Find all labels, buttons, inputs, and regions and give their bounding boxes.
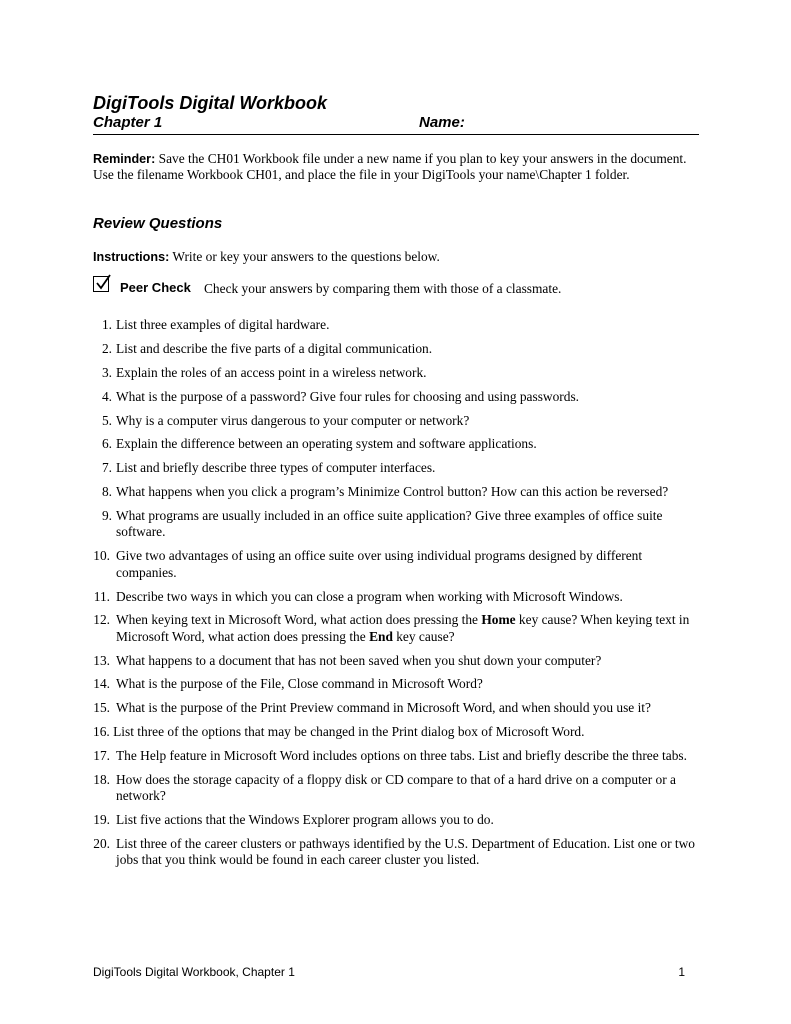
question-item xyxy=(93,460,703,476)
question-item xyxy=(93,548,703,581)
question-number: 1. xyxy=(101,317,112,332)
question-text-part: key cause? xyxy=(392,628,455,644)
question-text: List three of the career clusters or pathways identified by the U.S. Department of Education. List one or two jobs that you think would be found in each career cluster you listed. xyxy=(116,836,695,868)
checkbox-checked-icon xyxy=(93,276,109,292)
question-item xyxy=(93,484,703,500)
question-number: 8. xyxy=(101,484,112,500)
question-item xyxy=(93,341,703,357)
question-text-part: When keying text in Microsoft Word, what action does pressing the xyxy=(116,612,482,628)
question-number: 5. xyxy=(101,412,112,428)
question-text: List and describe the five parts of a digital communication. xyxy=(116,340,433,356)
question-item xyxy=(93,748,703,764)
instructions-paragraph xyxy=(93,249,440,265)
question-item xyxy=(93,436,703,452)
question-number: 10. xyxy=(93,548,110,564)
reminder-paragraph xyxy=(93,151,693,184)
question-text: What happens when you click a program’s Minimize Control button? How can this action be reversed? xyxy=(116,484,669,500)
question-number: 9. xyxy=(101,508,112,524)
question-text: Why is a computer virus dangerous to your computer or network? xyxy=(116,412,470,428)
question-number: 11. xyxy=(93,588,110,604)
question-item xyxy=(93,653,703,669)
question-text: What is the purpose of a password? Give four rules for choosing and using passwords. xyxy=(116,388,579,404)
question-text: What happens to a document that has not been saved when you shut down your computer? xyxy=(116,652,602,668)
question-text: List and briefly describe three types of computer interfaces. xyxy=(116,460,436,476)
question-text: Explain the roles of an access point in a wireless network. xyxy=(116,364,427,380)
document-title: DigiTools Digital Workbook xyxy=(93,93,327,113)
question-item xyxy=(93,772,703,805)
review-questions-list xyxy=(93,317,703,876)
chapter-label: Chapter 1 xyxy=(93,114,163,131)
instructions-label: Instructions: xyxy=(93,250,170,264)
question-number: 20. xyxy=(93,836,110,852)
question-number: 3. xyxy=(101,364,112,380)
reminder-text: Save the CH01 Workbook file under a new name if you plan to key your answers in the document. Use the filename Workbook CH01, and place the file in your DigiTools your name\Chapter 1 folder. xyxy=(93,151,687,183)
question-number: 6. xyxy=(101,436,112,452)
question-text: What is the purpose of the File, Close command in Microsoft Word? xyxy=(116,676,483,692)
footer-text: DigiTools Digital Workbook, Chapter 1 xyxy=(93,965,295,979)
question-text: The Help feature in Microsoft Word includes options on three tabs. List and briefly describe the three tabs. xyxy=(116,748,687,764)
question-item xyxy=(93,676,703,692)
question-text: What is the purpose of the Print Preview command in Microsoft Word, and when should you use it? xyxy=(116,700,651,716)
home-key-label: Home xyxy=(481,612,516,628)
peer-check-text: Check your answers by comparing them with those of a classmate. xyxy=(204,281,562,296)
question-text: List five actions that the Windows Explorer program allows you to do. xyxy=(116,812,494,828)
question-text: What programs are usually included in an office suite application? Give three examples of office suite software. xyxy=(116,508,663,540)
question-number: 19. xyxy=(93,812,110,828)
section-heading: Review Questions xyxy=(93,215,223,232)
question-item xyxy=(93,508,703,541)
question-text: List three examples of digital hardware. xyxy=(116,317,330,332)
instructions-text: Write or key your answers to the questions below. xyxy=(169,249,440,264)
question-item xyxy=(93,836,703,869)
question-number: 17. xyxy=(93,748,110,764)
question-text-part: key cause? When keying text in Microsoft Word, what action does pressing the xyxy=(116,612,690,644)
question-text: How does the storage capacity of a floppy disk or CD compare to that of a hard drive on a computer or a network? xyxy=(116,772,676,804)
question-item xyxy=(93,413,703,429)
peer-check-label: Peer Check xyxy=(120,280,191,295)
question-item xyxy=(93,724,703,740)
question-text: Give two advantages of using an office suite over using individual programs designed by different companies. xyxy=(116,548,643,580)
question-item xyxy=(93,812,703,828)
question-number: 12. xyxy=(93,612,110,628)
chapter-header-row xyxy=(93,114,699,135)
question-item xyxy=(93,365,703,381)
reminder-label: Reminder: xyxy=(93,152,156,166)
question-number: 14. xyxy=(93,676,110,692)
page-number: 1 xyxy=(678,965,685,979)
question-item xyxy=(93,700,703,716)
question-text: List three of the options that may be changed in the Print dialog box of Microsoft Word. xyxy=(109,724,585,740)
question-number: 15. xyxy=(93,700,110,716)
question-text: Describe two ways in which you can close a program when working with Microsoft Windows. xyxy=(116,588,623,604)
question-number: 2. xyxy=(101,340,112,356)
question-number: 7. xyxy=(101,460,112,476)
question-item xyxy=(93,389,703,405)
question-item xyxy=(93,317,703,333)
question-item xyxy=(93,589,703,605)
end-key-label: End xyxy=(369,628,393,644)
question-number: 4. xyxy=(101,388,112,404)
page-footer xyxy=(93,964,685,980)
question-number: 18. xyxy=(93,772,110,788)
name-label: Name: xyxy=(419,114,465,131)
question-text: Explain the difference between an operating system and software applications. xyxy=(116,436,537,452)
question-item xyxy=(93,612,703,645)
question-number: 16. xyxy=(93,724,110,740)
question-number: 13. xyxy=(93,652,110,668)
